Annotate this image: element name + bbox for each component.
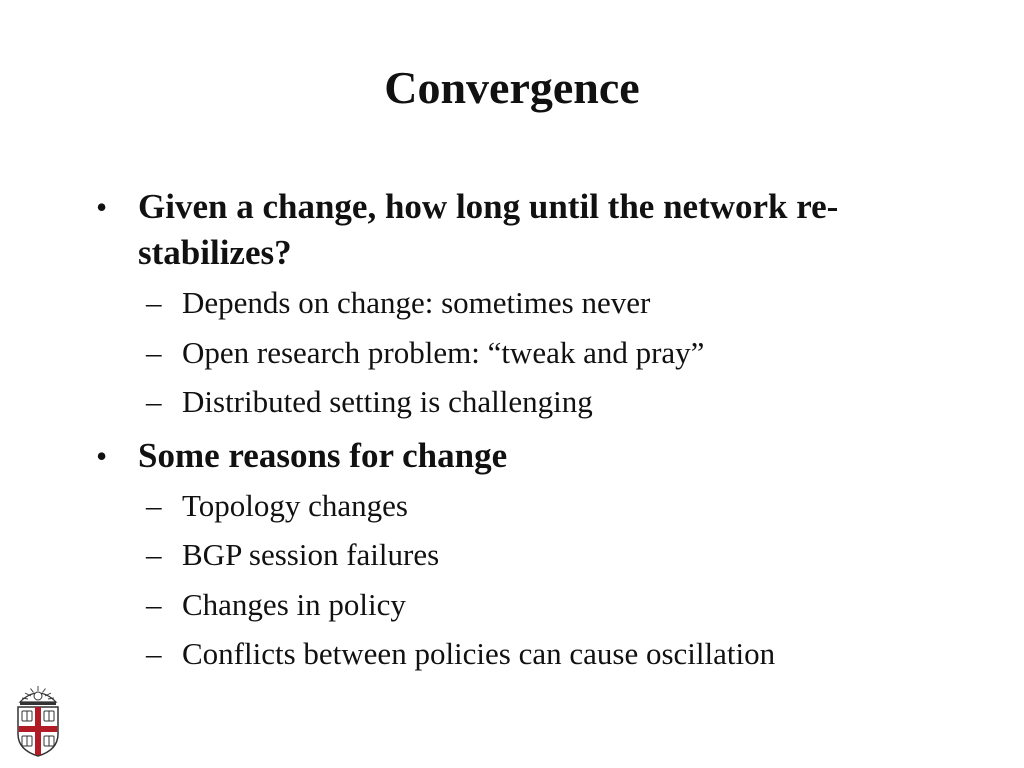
- bullet-list: [96, 184, 936, 685]
- crest-sun-icon: [20, 686, 56, 705]
- sub-bullet-item: [138, 278, 936, 328]
- sub-bullet-item: [138, 377, 936, 427]
- dash-marker: –: [146, 537, 162, 572]
- dash-marker: –: [146, 487, 162, 523]
- bullet-marker: •: [96, 189, 108, 225]
- university-crest-icon: [14, 682, 62, 758]
- sub-bullet-text: Topology changes: [182, 487, 408, 523]
- sub-bullet-item: [138, 580, 936, 630]
- slide-title: Convergence: [384, 62, 640, 113]
- sub-bullet-item: [138, 530, 936, 580]
- sub-bullet-text: BGP session failures: [182, 537, 440, 572]
- bullet-item: [96, 184, 936, 427]
- sub-bullet-item: [138, 629, 936, 679]
- dash-marker: –: [146, 636, 162, 671]
- dash-marker: –: [146, 384, 162, 419]
- bullet-marker: •: [96, 437, 108, 474]
- crest-shield-icon: [18, 707, 58, 756]
- sub-bullet-text: Changes in policy: [182, 586, 406, 622]
- sub-bullet-text: Distributed setting is challenging: [182, 384, 593, 419]
- sub-bullet-item: [138, 481, 936, 531]
- bullet-text: Some reasons for change: [138, 435, 508, 475]
- dash-marker: –: [146, 334, 162, 370]
- sub-bullet-text: Conflicts between policies can cause oscillation: [182, 636, 776, 671]
- sub-bullet-text: Depends on change: sometimes never: [182, 285, 651, 320]
- sub-bullet-text: Open research problem: “tweak and pray”: [182, 334, 705, 370]
- sub-bullet-item: [138, 328, 936, 378]
- bullet-text: Given a change, how long until the network re-stabilizes?: [138, 187, 839, 272]
- dash-marker: –: [146, 285, 162, 320]
- sub-bullet-list: [138, 481, 936, 679]
- bullet-item: [96, 433, 936, 679]
- sub-bullet-list: [138, 278, 936, 427]
- dash-marker: –: [146, 586, 162, 622]
